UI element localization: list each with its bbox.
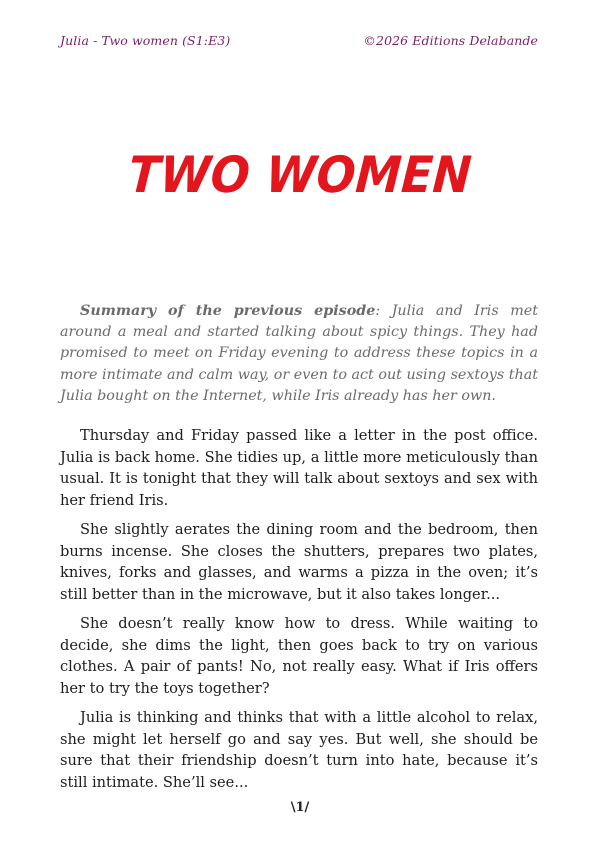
header-copyright: ©2026 Editions Delabande — [363, 33, 538, 48]
body-text — [60, 425, 538, 801]
running-header — [60, 33, 538, 48]
header-episode-title: Julia - Two women (S1:E3) — [60, 33, 231, 48]
paragraph: Thursday and Friday passed like a letter in the post office. Julia is back home. She tidies up, a little more meticulously than usual. It is tonight that they will talk about sextoys and sex with her friend Iris. — [60, 427, 538, 509]
paragraph: She slightly aerates the dining room and the bedroom, then burns incense. She closes the shutters, prepares two plates, knives, forks and glasses, and warms a pizza in the oven; it’s still better than in the microwave, but it also takes longer... — [60, 521, 538, 603]
page-number: \1/ — [290, 800, 310, 815]
paragraph: Julia is thinking and thinks that with a little alcohol to relax, she might let herself go and say yes. But well, she should be sure that their friendship doesn’t turn into hate, because it’s still intimate. She’ll see... — [60, 709, 538, 791]
paragraph: She doesn’t really know how to dress. While waiting to decide, she dims the light, then goes back to try on various clothes. A pair of pants! No, not really easy. What if Iris offers her to try the toys together? — [60, 615, 538, 697]
summary-text: : Julia and Iris met around a meal and started talking about spicy things. They had promised to meet on Friday evening to address these topics in a more intimate and calm way, or even to act out using sextoys that Julia bought on the Internet, while Iris already has her own. — [60, 303, 538, 404]
summary-lead: Summary of the previous episode — [80, 303, 376, 319]
episode-summary — [60, 301, 538, 407]
chapter-title: TWO WOMEN — [126, 146, 474, 204]
